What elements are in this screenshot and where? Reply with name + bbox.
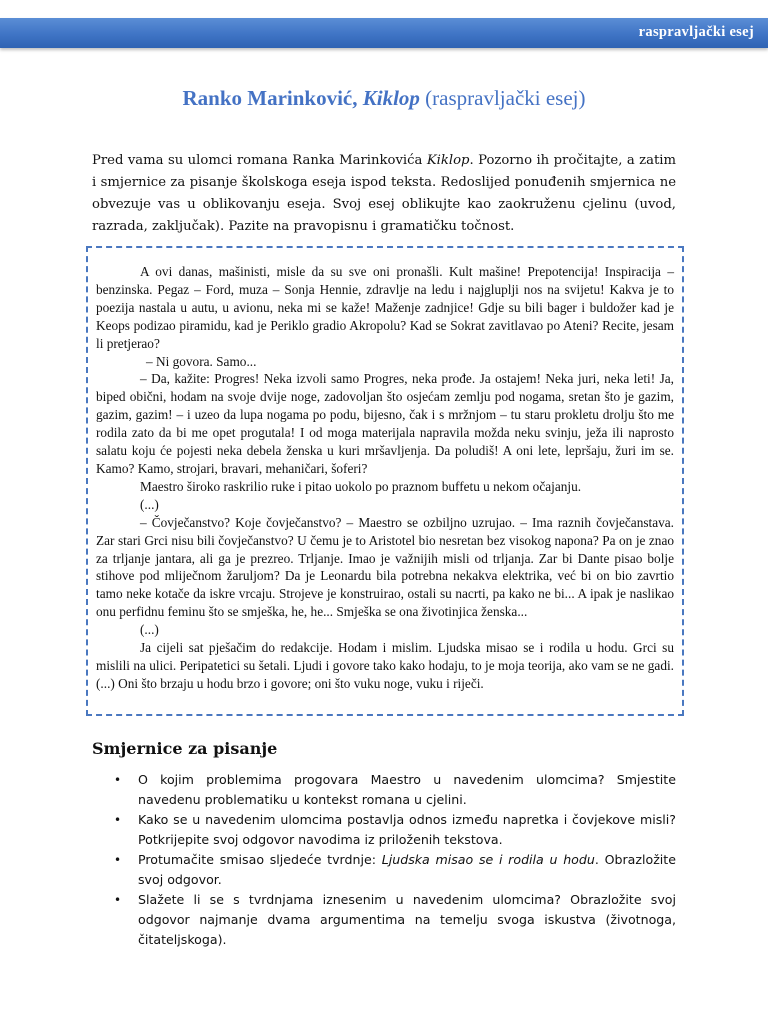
guideline-item [92, 850, 676, 890]
title-author: Ranko Marinković, [182, 86, 358, 110]
intro-work-title: Kiklop [426, 153, 470, 168]
passage-paragraph: A ovi danas, mašinisti, misle da su sve oni pronašli. Kult mašine! Prepotencija! Inspiracija – benzinska. Pegaz – Ford, muza – Sonja Hennie, zdravlje na ledu i najgluplji nos na svijetu! Kakva je to poezija nastala u autu, u avionu, neka mi se kaže! Maženje zadnjice! Gdje su bili bager i buldožer kad je Keops podizao piramidu, kad je Periklo gradio Akropolu? Kad se Sokrat zavitlavao po Ateni? Recite, jesam li pretjerao? [96, 264, 674, 351]
title-subtitle: (raspravljački esej) [425, 86, 586, 110]
guideline-item [92, 810, 676, 850]
header-label: raspravljački esej [638, 24, 754, 40]
guideline-text: Protumačite smisao sljedeće tvrdnje: [138, 852, 382, 867]
passage-paragraph: Ja cijeli sat pješačim do redakcije. Hodam i mislim. Ljudska misao se i rodila u hodu. Grci su mislili na ulici. Peripatetici su šetali. Ljudi i govore tako kako hodaju, to je moja teorija, ako vam se ne gadi. (...) Oni što brzaju u hodu brzo i govore; oni što vuku noge, vuku i riječi. [96, 640, 674, 691]
passage-paragraph: Maestro široko raskrilio ruke i pitao uokolo po praznom buffetu u nekom očajanju. [140, 478, 582, 494]
guideline-text: Slažete li se s tvrdnjama iznesenim u navedenim ulomcima? Obrazložite svoj odgovor najmanje dvama argumentima na temelju svoga iskustva (životnoga, čitateljskoga). [138, 892, 676, 947]
guidelines-list [92, 770, 676, 950]
passage-paragraph: – Ni govora. Samo... [146, 353, 257, 369]
guidelines-heading: Smjernice za pisanje [92, 739, 278, 758]
guideline-text: O kojim problemima progovara Maestro u navedenim ulomcima? Smjestite navedenu problematiku u kontekst romana u cjelini. [138, 772, 676, 807]
page-title [0, 86, 768, 111]
passage-text [96, 263, 674, 693]
guideline-text-end: . Obrazložite svoj odgovor. [138, 852, 676, 887]
guideline-item [92, 770, 676, 810]
passage-ellipsis: (...) [140, 496, 159, 512]
bullet-icon: • [114, 853, 122, 867]
guideline-text: Kako se u navedenim ulomcima postavlja odnos između napretka i čovjekove misli? Potkrijepite svoj odgovor navodima iz priloženih tekstova. [138, 812, 676, 847]
bullet-icon: • [114, 893, 122, 907]
title-work: Kiklop [362, 86, 420, 110]
header-bar [0, 18, 768, 48]
bullet-icon: • [114, 813, 122, 827]
intro-text-end: . Pozorno ih pročitajte, a zatim i smjernice za pisanje školskoga eseja ispod teksta. Redoslijed ponuđenih smjernica ne obvezuje vas u oblikovanju eseja. Svoj esej oblikujte kao zaokruženu cjelinu (uvod, razrada, zaključak). Pazite na pravopisnu i gramatičku točnost. [92, 153, 676, 234]
guideline-quote: Ljudska misao se i rodila u hodu [381, 852, 595, 867]
passage-box [86, 246, 684, 716]
intro-paragraph [92, 150, 676, 238]
passage-paragraph: – Čovječanstvo? Koje čovječanstvo? – Maestro se ozbiljno uzrujao. – Ima raznih čovječanstava. Zar stari Grci nisu bili čovječanstvo? U čemu je to Aristotel bio nesretan bez visokog napona? Pa on je znao za trljanje jantara, ali ga je prezreo. Trljanje. Imao je važnijih misli od trljanja. Zar bi Dante pisao bolje stihove pod mliječnom žaruljom? Da je Leonardu bila potrebna nekakva elektrika, već bi on bio zavrtio tamo neke kotače da iskre vrcaju. Strojeve je konstruirao, ostali su nacrti, pa kako ne bi... A ipak je naslikao onu perfidnu feminu što se smješka, he, he... Smješka se ona životinjica ženska... [96, 514, 674, 620]
bullet-icon: • [114, 773, 122, 787]
passage-ellipsis: (...) [140, 622, 159, 638]
intro-text-start: Pred vama su ulomci romana Ranka Marinkovića [92, 153, 427, 168]
guideline-item [92, 890, 676, 950]
passage-paragraph: – Da, kažite: Progres! Neka izvoli samo Progres, neka prođe. Ja ostajem! Neka juri, neka leti! Ja, biped obični, hodam na svoje dvije noge, zadovoljan što osjećam zemlju pod nogama, sretan što je gazim, gazim, gazim! – i uzeo da lupa nogama po podu, bijesno, čak i s mržnjom – tu staru prokletu drolju što me rodila zato da bi me opet progutala! I od moga materijala napravila možda neku svinju, ježa ili naprosto salatu koju će pojesti neka debela ženska u kuri mršavljenja. Da poludiš! A oni lete, lepršaju, žuri im se. Kamo? Kamo, strojari, bravari, mehaničari, šoferi? [96, 371, 674, 476]
